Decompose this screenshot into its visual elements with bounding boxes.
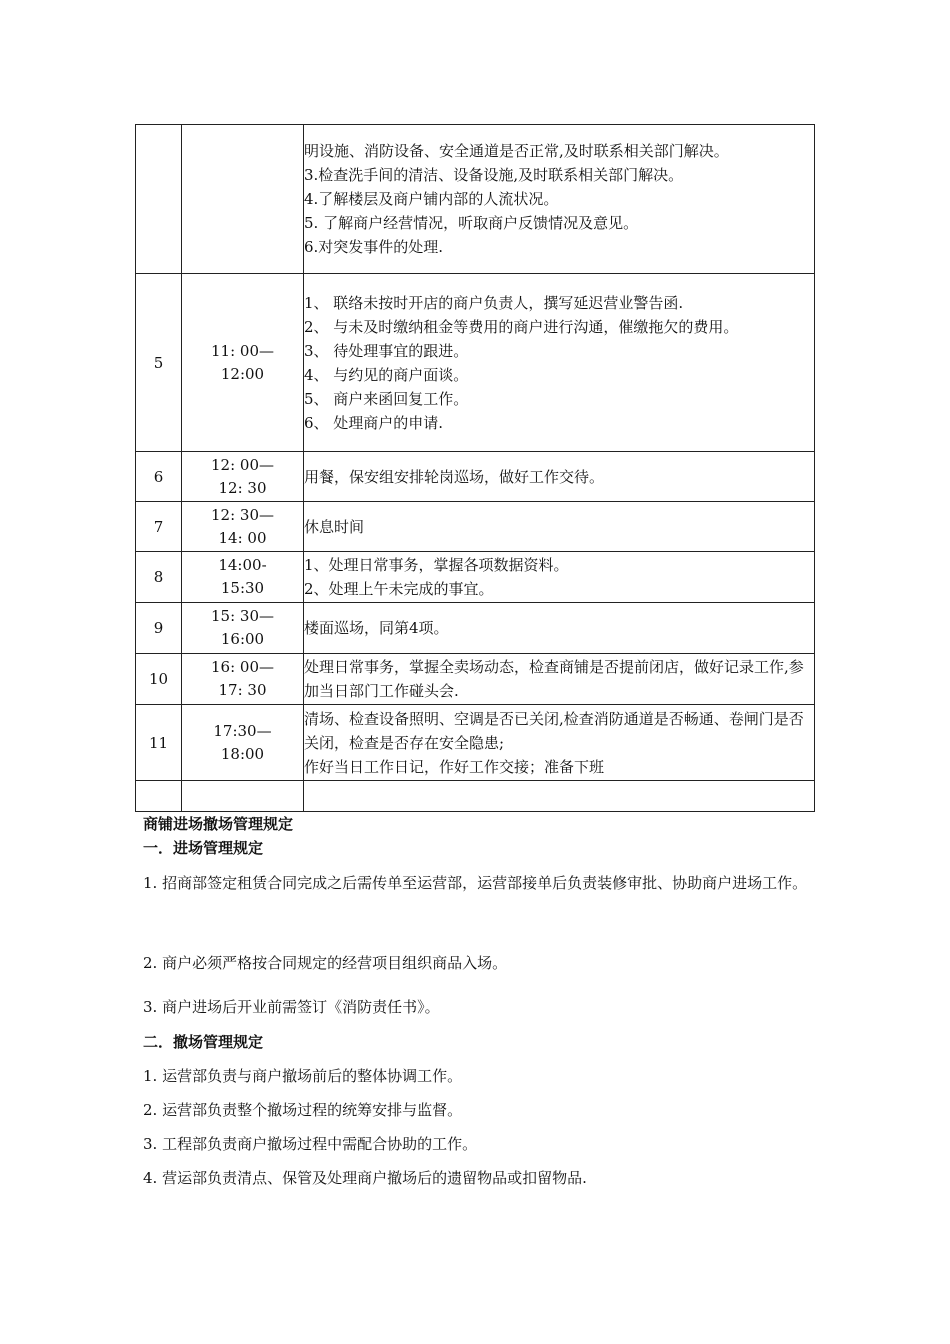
row-time xyxy=(182,125,304,274)
row-content xyxy=(304,452,815,502)
entry-item: 1. 招商部签定租赁合同完成之后需传单至运营部，运营部接单后负责装修审批、协助商户进场工作。 xyxy=(143,874,808,892)
content-line: 处理日常事务，掌握全卖场动态，检查商铺是否提前闭店，做好记录工作,参加当日部门工作碰头会. xyxy=(304,658,804,700)
content-line: 3、 待处理事宜的跟进。 xyxy=(304,341,469,360)
row-time xyxy=(182,274,304,452)
row-time xyxy=(182,552,304,603)
content-line: 作好当日工作日记，作好工作交接；准备下班 xyxy=(304,757,605,776)
time-end: 12: 30 xyxy=(218,478,267,497)
row-number: 11 xyxy=(136,705,182,781)
entry-item: 2. 商户必须严格按合同规定的经营项目组织商品入场。 xyxy=(143,954,508,972)
content-line: 6.对突发事件的处理. xyxy=(304,238,444,256)
time-start: 12: 30— xyxy=(211,505,274,524)
time-end: 14: 00 xyxy=(218,528,267,547)
content-line: 2、处理上午未完成的事宜。 xyxy=(304,580,494,598)
table-row xyxy=(136,274,815,452)
table-row xyxy=(136,705,815,781)
time-start: 14:00- xyxy=(218,556,267,574)
entry-items xyxy=(143,946,823,980)
row-time xyxy=(182,603,304,654)
exit-item: 4. 营运部负责清点、保管及处理商户撤场后的遗留物品或扣留物品. xyxy=(143,1169,587,1187)
table-row xyxy=(136,452,815,502)
row-number xyxy=(136,781,182,812)
exit-section xyxy=(143,1030,823,1054)
row-content xyxy=(304,502,815,552)
table-row xyxy=(136,552,815,603)
content-line: 清场、检查设备照明、空调是否已关闭,检查消防通道是否畅通、卷闸门是否关闭，检查是否存在安全隐患; xyxy=(304,709,804,752)
content-line: 4.了解楼层及商户铺内部的人流状况。 xyxy=(304,190,559,208)
row-number: 8 xyxy=(136,552,182,603)
content-line: 3.检查洗手间的清洁、设备设施,及时联系相关部门解决。 xyxy=(304,166,684,184)
time-start: 11: 00— xyxy=(211,341,274,360)
content-line: 明设施、消防设备、安全通道是否正常,及时联系相关部门解决。 xyxy=(304,142,729,160)
content-line: 4、 与约见的商户面谈。 xyxy=(304,365,469,384)
row-content xyxy=(304,781,815,812)
row-content xyxy=(304,552,815,603)
row-content xyxy=(304,705,815,781)
rules-title-block xyxy=(143,812,823,836)
entry-items xyxy=(143,866,823,900)
time-end: 16:00 xyxy=(220,630,265,648)
row-number xyxy=(136,125,182,274)
table-row xyxy=(136,125,815,274)
schedule-table xyxy=(135,124,815,812)
exit-item: 1. 运营部负责与商户撤场前后的整体协调工作。 xyxy=(143,1067,463,1085)
row-number: 7 xyxy=(136,502,182,552)
row-number: 5 xyxy=(136,274,182,452)
exit-heading: 二．撤场管理规定 xyxy=(143,1033,264,1051)
content-line: 休息时间 xyxy=(304,517,365,536)
content-line: 用餐，保安组安排轮岗巡场，做好工作交待。 xyxy=(304,467,605,486)
entry-items xyxy=(143,990,823,1024)
content-line: 1、 联络未按时开店的商户负责人，撰写延迟营业警告函. xyxy=(304,293,684,312)
row-content xyxy=(304,654,815,705)
table-row xyxy=(136,603,815,654)
exit-item: 2. 运营部负责整个撤场过程的统筹安排与监督。 xyxy=(143,1101,463,1119)
row-time xyxy=(182,452,304,502)
row-number: 10 xyxy=(136,654,182,705)
row-time xyxy=(182,654,304,705)
row-content xyxy=(304,125,815,274)
entry-item: 3. 商户进场后开业前需签订《消防责任书》。 xyxy=(143,998,440,1016)
table-row xyxy=(136,781,815,812)
time-start: 12: 00— xyxy=(211,455,274,474)
row-time xyxy=(182,502,304,552)
time-start: 15: 30— xyxy=(211,607,274,625)
exit-item: 3. 工程部负责商户撤场过程中需配合协助的工作。 xyxy=(143,1135,478,1153)
row-content xyxy=(304,274,815,452)
time-start: 17:30— xyxy=(213,721,272,740)
time-start: 16: 00— xyxy=(211,658,274,676)
content-line: 5. 了解商户经营情况，听取商户反馈情况及意见。 xyxy=(304,214,639,232)
row-time xyxy=(182,781,304,812)
rules-title: 商铺进场撤场管理规定 xyxy=(143,815,294,833)
entry-section xyxy=(143,836,823,860)
time-end: 18:00 xyxy=(220,744,265,763)
time-end: 17: 30 xyxy=(218,681,267,699)
time-end: 15:30 xyxy=(220,579,265,597)
row-number: 9 xyxy=(136,603,182,654)
table-row xyxy=(136,502,815,552)
content-line: 5、 商户来函回复工作。 xyxy=(304,389,469,408)
content-line: 2、 与未及时缴纳租金等费用的商户进行沟通，催缴拖欠的费用。 xyxy=(304,317,739,336)
content-line: 1、处理日常事务，掌握各项数据资料。 xyxy=(304,556,569,574)
content-line: 楼面巡场，同第4项。 xyxy=(304,619,449,637)
row-number: 6 xyxy=(136,452,182,502)
row-time xyxy=(182,705,304,781)
table-row xyxy=(136,654,815,705)
time-end: 12:00 xyxy=(220,364,265,383)
exit-items xyxy=(143,1059,823,1195)
entry-heading: 一．进场管理规定 xyxy=(143,839,264,857)
row-content xyxy=(304,603,815,654)
content-line: 6、 处理商户的申请. xyxy=(304,413,444,432)
